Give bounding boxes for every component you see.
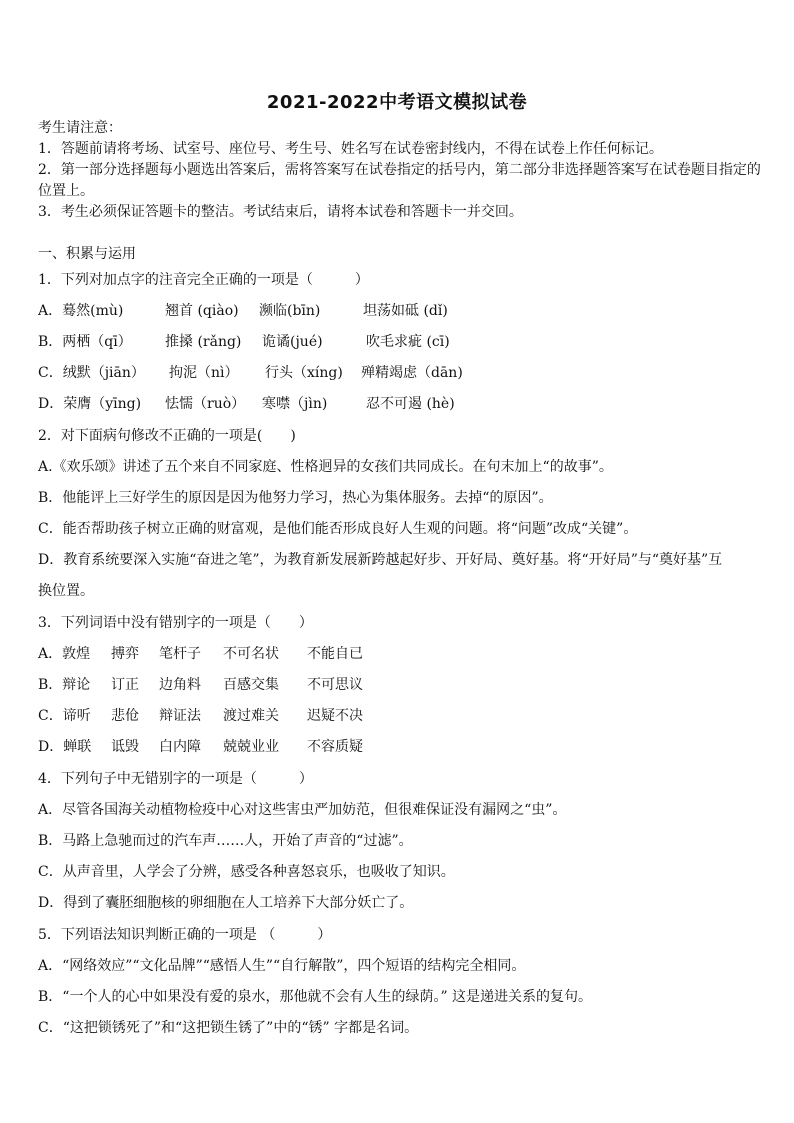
option-word: 边角料 (159, 677, 201, 693)
option-word: 诡谲(jué) (262, 334, 323, 350)
option-word: 不容质疑 (307, 739, 363, 755)
option-word: 百感交集 (223, 677, 279, 693)
question-4-stem: 4．下列句子中无错别字的一项是（ ） (38, 771, 313, 787)
option-word: 不可思议 (307, 677, 363, 693)
question-2-option: A.《欢乐颂》讲述了五个来自不同家庭、性格迥异的女孩们共同成长。在句末加上“的故事”。 (38, 459, 613, 475)
option-word: 订正 (111, 677, 139, 693)
notice-item: 3．考生必须保证答题卡的整洁。考试结束后，请将本试卷和答题卡一并交回。 (38, 204, 523, 220)
question-1-option-b (38, 333, 450, 351)
question-2-option: 换位置。 (38, 583, 94, 599)
notice-heading: 考生请注意： (38, 120, 122, 136)
option-word: 吹毛求疵 (cī) (366, 334, 450, 350)
question-3-option-d (38, 738, 363, 756)
question-5-option: A．“网络效应”“文化品牌”“感悟人生”“自行解散”，四个短语的结构完全相同。 (38, 958, 526, 974)
option-word: 白内障 (159, 739, 201, 755)
option-word: 拘泥（nì） (169, 365, 239, 381)
option-word: 搏弈 (111, 646, 139, 662)
question-2-option: B．他能评上三好学生的原因是因为他努力学习，热心为集体服务。去掉“的原因”。 (38, 490, 553, 506)
option-word: 迟疑不决 (307, 708, 363, 724)
option-word: 忍不可遏 (hè) (366, 396, 455, 412)
question-3-option-b (38, 676, 363, 694)
option-word: 笔杆子 (159, 646, 201, 662)
option-word: C．谛听 (38, 708, 91, 724)
option-word: B．辩论 (38, 677, 91, 693)
question-4-option: A．尽管各国海关动植物检疫中心对这些害虫严加妨范，但很难保证没有漏网之“虫”。 (38, 802, 567, 818)
option-word: A．蓦然(mù) (38, 303, 124, 319)
question-2-option: D．教育系统要深入实施“奋进之笔”，为教育新发展新跨越起好步、开好局、奠好基。将“开好局”与“奠好基”互 (38, 552, 723, 568)
question-5-option: B．“一个人的心中如果没有爱的泉水，那他就不会有人生的绿荫。” 这是递进关系的复句。 (38, 989, 593, 1005)
question-1-option-a (38, 302, 448, 320)
question-3-stem: 3．下列词语中没有错别字的一项是（ ） (38, 615, 313, 631)
question-3-option-a (38, 645, 363, 663)
option-word: 翘首 (qiào) (165, 303, 239, 319)
option-word: 殚精竭虑（dān) (361, 365, 463, 381)
option-word: 怯懦（ruò） (165, 396, 246, 412)
question-5-option: C．“这把锁锈死了”和“这把锁生锈了”中的“锈” 字都是名词。 (38, 1020, 419, 1036)
notice-item: 位置上。 (38, 183, 94, 199)
option-word: 推搡 (rǎng) (165, 334, 242, 350)
option-word: 不能自已 (307, 646, 363, 662)
option-word: 辩证法 (159, 708, 201, 724)
question-4-option: B．马路上急驰而过的汽车声……人，开始了声音的“过滤”。 (38, 833, 413, 849)
question-4-option: D．得到了囊胚细胞核的卵细胞在人工培养下大部分妖亡了。 (38, 895, 414, 911)
option-word: 坦荡如砥 (dǐ) (363, 303, 448, 319)
option-word: 濒临(bīn) (259, 303, 321, 319)
question-1-option-c (38, 364, 463, 382)
option-word: A．敦煌 (38, 646, 91, 662)
question-2-option: C．能否帮助孩子树立正确的财富观，是他们能否形成良好人生观的问题。将“问题”改成“关键”。 (38, 521, 638, 537)
question-5-stem: 5．下列语法知识判断正确的一项是 （ ） (38, 927, 332, 943)
question-2-stem: 2．对下面病句修改不正确的一项是( ) (38, 428, 296, 444)
question-4-option: C．从声音里，人学会了分辨，感受各种喜怒哀乐，也吸收了知识。 (38, 864, 455, 880)
option-word: 寒噤（jìn) (262, 396, 328, 412)
question-1-stem: 1．下列对加点字的注音完全正确的一项是（ ） (38, 272, 369, 288)
page-title: 2021-2022中考语文模拟试卷 (266, 92, 528, 113)
option-word: B．两栖（qī） (38, 334, 132, 350)
option-word: 悲伧 (111, 708, 139, 724)
notice-item: 2．第一部分选择题每小题选出答案后，需将答案写在试卷指定的括号内，第二部分非选择题答案写在试卷题目指定的 (38, 162, 761, 178)
question-1-option-d (38, 395, 455, 413)
notice-item: 1．答题前请将考场、试室号、座位号、考生号、姓名写在试卷密封线内，不得在试卷上作任何标记。 (38, 141, 663, 157)
question-3-option-c (38, 707, 363, 725)
option-word: 渡过难关 (223, 708, 279, 724)
option-word: C．绒默（jiān） (38, 365, 145, 381)
section-heading: 一、积累与运用 (38, 246, 136, 262)
option-word: D．蝉联 (38, 739, 92, 755)
option-word: 诋毁 (111, 739, 139, 755)
option-word: 行头（xíng) (265, 365, 343, 381)
option-word: D．荣膺（yīng) (38, 396, 142, 412)
option-word: 兢兢业业 (223, 739, 279, 755)
option-word: 不可名状 (223, 646, 279, 662)
